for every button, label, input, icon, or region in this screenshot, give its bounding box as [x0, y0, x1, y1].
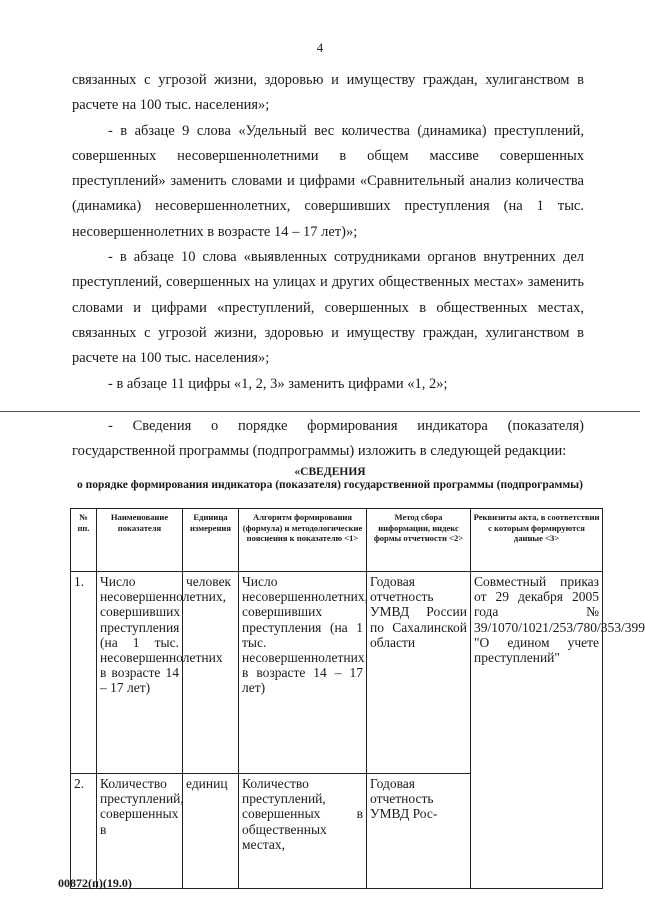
scan-divider-line — [0, 411, 640, 412]
cell-indicator-name: Количество преступлений, совершенных в — [97, 774, 183, 889]
header-number: № пп. — [71, 509, 97, 572]
amendment-text — [72, 68, 584, 397]
header-act: Реквизиты акта, в соответствии с которым формируются данные <3> — [471, 509, 603, 572]
amendment-text-continued — [72, 414, 584, 465]
cell-number: 2. — [71, 774, 97, 889]
cell-algorithm: Количество преступлений, совершенных в общественных местах, — [239, 774, 367, 889]
paragraph: - в абзаце 11 цифры «1, 2, 3» заменить цифрами «1, 2»; — [108, 375, 448, 392]
table-title — [60, 466, 600, 492]
cell-indicator-name: Число несовершеннолетних, совершивших преступления (на 1 тыс. несовершеннолетних в возрасте 14 – 17 лет) — [97, 572, 183, 774]
page-number: 4 — [316, 40, 324, 55]
header-indicator-name: Наименование показателя — [97, 509, 183, 572]
cell-method: Годовая отчетность УМВД России по Сахалинской области — [367, 572, 471, 774]
document-code: 00872(п)(19.0) — [58, 876, 132, 890]
paragraph: связанных с угрозой жизни, здоровью и имуществу граждан, хулиганством в расчете на 100 тыс. населения»; — [72, 72, 584, 114]
header-method: Метод сбора информации, индекс формы отчетности <2> — [367, 509, 471, 572]
cell-algorithm: Число несовершеннолетних, совершивших преступления (на 1 тыс. несовершеннолетних в возрасте 14 – 17 лет) — [239, 572, 367, 774]
paragraph: - в абзаце 10 слова «выявленных сотрудниками органов внутренних дел преступлений, совершенных на улицах и других общественных местах» заменить словами и цифрами «преступлений, совершенных в общественных местах, связанных с угрозой жизни, здоровью и имуществу граждан, хулиганством в расчете на 100 тыс. населения»; — [72, 249, 584, 367]
cell-act: Совместный приказ от 29 декабря 2005 года № 39/1070/1021/253/780/353/399 "О едином учете преступлений" — [471, 572, 603, 889]
table-title-line2: о порядке формирования индикатора (показателя) государственной программы (подпрограммы) — [77, 479, 583, 491]
table-row — [71, 572, 603, 774]
indicator-table-container — [70, 508, 645, 888]
indicator-table — [70, 508, 645, 889]
header-algorithm: Алгоритм формирования (формула) и методологические пояснения к показателю <1> — [239, 509, 367, 572]
paragraph: - Сведения о порядке формирования индикатора (показателя) государственной программы (подпрограммы) изложить в следующей редакции: — [72, 418, 584, 460]
table-title-line1: «СВЕДЕНИЯ — [294, 466, 366, 478]
cell-unit: единиц — [183, 774, 239, 889]
cell-unit: человек — [183, 572, 239, 774]
cell-number: 1. — [71, 572, 97, 774]
cell-method: Годовая отчетность УМВД Рос- — [367, 774, 471, 889]
table-header-row — [71, 509, 603, 572]
paragraph: - в абзаце 9 слова «Удельный вес количества (динамика) преступлений, совершенных несовершеннолетними в общем массиве совершенных преступлений» заменить словами и цифрами «Сравнительный анализ количества (динамика) несовершеннолетних, совершивших преступления (на 1 тыс. несовершеннолетних в возрасте 14 – 17 лет)»; — [72, 122, 584, 240]
header-unit: Единица измерения — [183, 509, 239, 572]
